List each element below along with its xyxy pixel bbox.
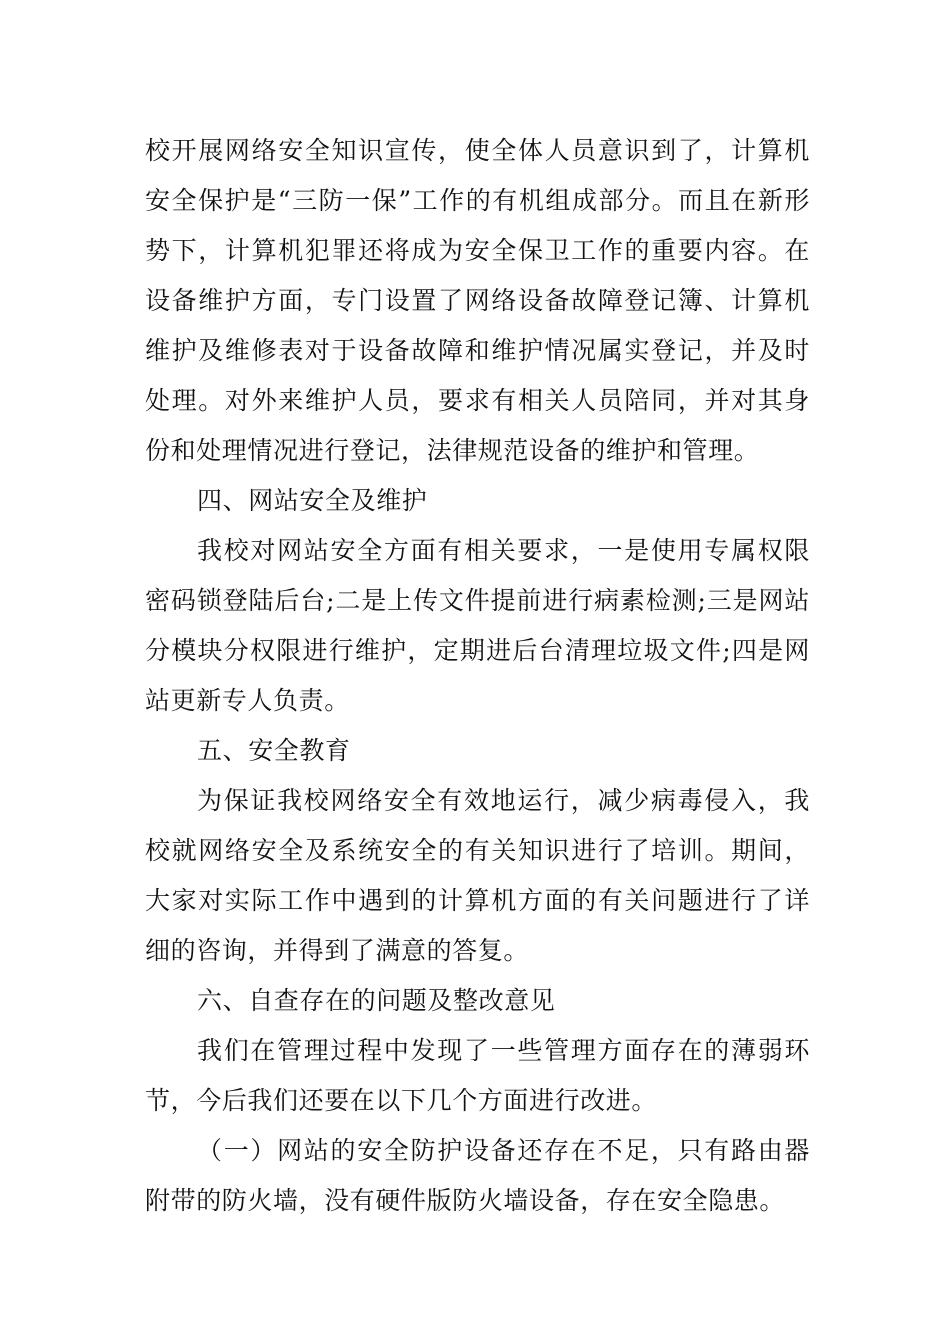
- paragraph-website-security: 我校对网站安全方面有相关要求，一是使用专属权限密码锁登陆后台;二是上传文件提前进行病素检测;三是网站分模块分权限进行维护，定期进后台清理垃圾文件;四是网站更新专人负责。: [145, 536, 810, 715]
- paragraph-continued-intro: 校开展网络安全知识宣传，使全体人员意识到了，计算机安全保护是“三防一保”工作的有机组成部分。而且在新形势下，计算机犯罪还将成为安全保卫工作的重要内容。在设备维护方面，专门设置了网络设备故障登记簿、计算机维护及维修表对于设备故障和维护情况属实登记，并及时处理。对外来维护人员，要求有相关人员陪同，并对其身份和处理情况进行登记，法律规范设备的维护和管理。: [145, 136, 810, 465]
- section-heading-website-security: 四、网站安全及维护: [197, 486, 428, 515]
- paragraph-issue-one: （一）网站的安全防护设备还存在不足，只有路由器附带的防火墙，没有硬件版防火墙设备，存在安全隐患。: [145, 1136, 810, 1215]
- section-heading-self-inspection: 六、自查存在的问题及整改意见: [197, 986, 556, 1015]
- document-page: [145, 126, 810, 1226]
- paragraph-security-education: 为保证我校网络安全有效地运行，减少病毒侵入，我校就网络安全及系统安全的有关知识进行了培训。期间，大家对实际工作中遇到的计算机方面的有关问题进行了详细的咨询，并得到了满意的答复。: [145, 786, 810, 965]
- section-heading-security-education: 五、安全教育: [197, 736, 351, 765]
- paragraph-self-inspection: 我们在管理过程中发现了一些管理方面存在的薄弱环节，今后我们还要在以下几个方面进行改进。: [145, 1036, 810, 1115]
